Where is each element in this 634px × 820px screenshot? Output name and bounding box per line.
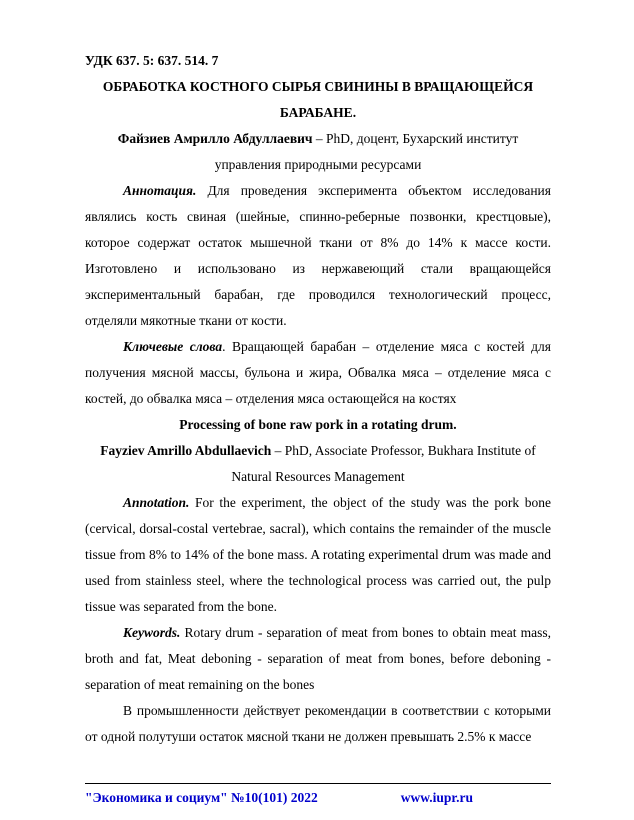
annotation-ru-paragraph (85, 178, 551, 334)
annotation-en-paragraph (85, 490, 551, 620)
journal-name: "Экономика и социум" №10(101) 2022 (85, 790, 318, 805)
annotation-en-label: Annotation. (123, 495, 190, 510)
page-footer (85, 783, 551, 806)
udc-code: УДК 637. 5: 637. 514. 7 (85, 53, 219, 68)
keywords-en-paragraph (85, 620, 551, 698)
keywords-ru-text: . Вращающей барабан – отделение мяса с костей для получения мясной массы, бульона и жира, Обвалка мяса – отделение мяса с костей, до обвалка мяса – отделения мяса остающейся на костях (85, 339, 551, 406)
author-ru-name: Файзиев Амрилло Абдуллаевич (117, 131, 313, 146)
author-ru-affiliation: – PhD, доцент, Бухарский институт управления природными ресурсами (214, 131, 519, 172)
document-content (85, 48, 551, 750)
keywords-ru-paragraph (85, 334, 551, 412)
title-ru: ОБРАБОТКА КОСТНОГО СЫРЬЯ СВИНИНЫ В ВРАЩАЮЩЕЙСЯ БАРАБАНЕ. (102, 79, 534, 120)
keywords-en-label: Keywords. (123, 625, 181, 640)
annotation-ru-label: Аннотация. (123, 183, 197, 198)
journal-website-link[interactable]: www.iupr.ru (400, 790, 473, 805)
keywords-ru-label: Ключевые слова (123, 339, 223, 354)
annotation-ru-text: Для проведения эксперимента объектом исследования являлись кость свиная (шейные, спинно-реберные позвонки, крестцовые), которое содержат остаток мышечной ткани от 8% до 14% к массе кости. Изготовлено и использовано из нержавеющий стали вращающейся экспериментальный барабан, где проводился технологический процесс, отделяли мякотные ткани от кости. (85, 183, 551, 328)
author-en (85, 438, 551, 490)
annotation-en-text: For the experiment, the object of the study was the pork bone (cervical, dorsal-costal vertebrae, sacral), which contains the remainder of the muscle tissue from 8% to 14% of the bone mass. A rotating experimental drum was made and used from stainless steel, where the technological process was carried out, the pulp tissue was separated from the bone. (85, 495, 551, 614)
body-paragraph: В промышленности действует рекомендации в соответствии с которыми от одной полутуши остаток мясной ткани не должен превышать 2.5% к массе (85, 703, 551, 744)
keywords-en-text: Rotary drum - separation of meat from bones to obtain meat mass, broth and fat, Meat deboning - separation of meat from bones, before deboning - separation of meat remaining on the bones (85, 625, 551, 692)
author-en-name: Fayziev Amrillo Abdullaevich (100, 443, 272, 458)
title-en: Processing of bone raw pork in a rotating drum. (179, 417, 457, 432)
author-en-affiliation: – PhD, Associate Professor, Bukhara Institute of Natural Resources Management (231, 443, 536, 484)
author-ru (85, 126, 551, 178)
